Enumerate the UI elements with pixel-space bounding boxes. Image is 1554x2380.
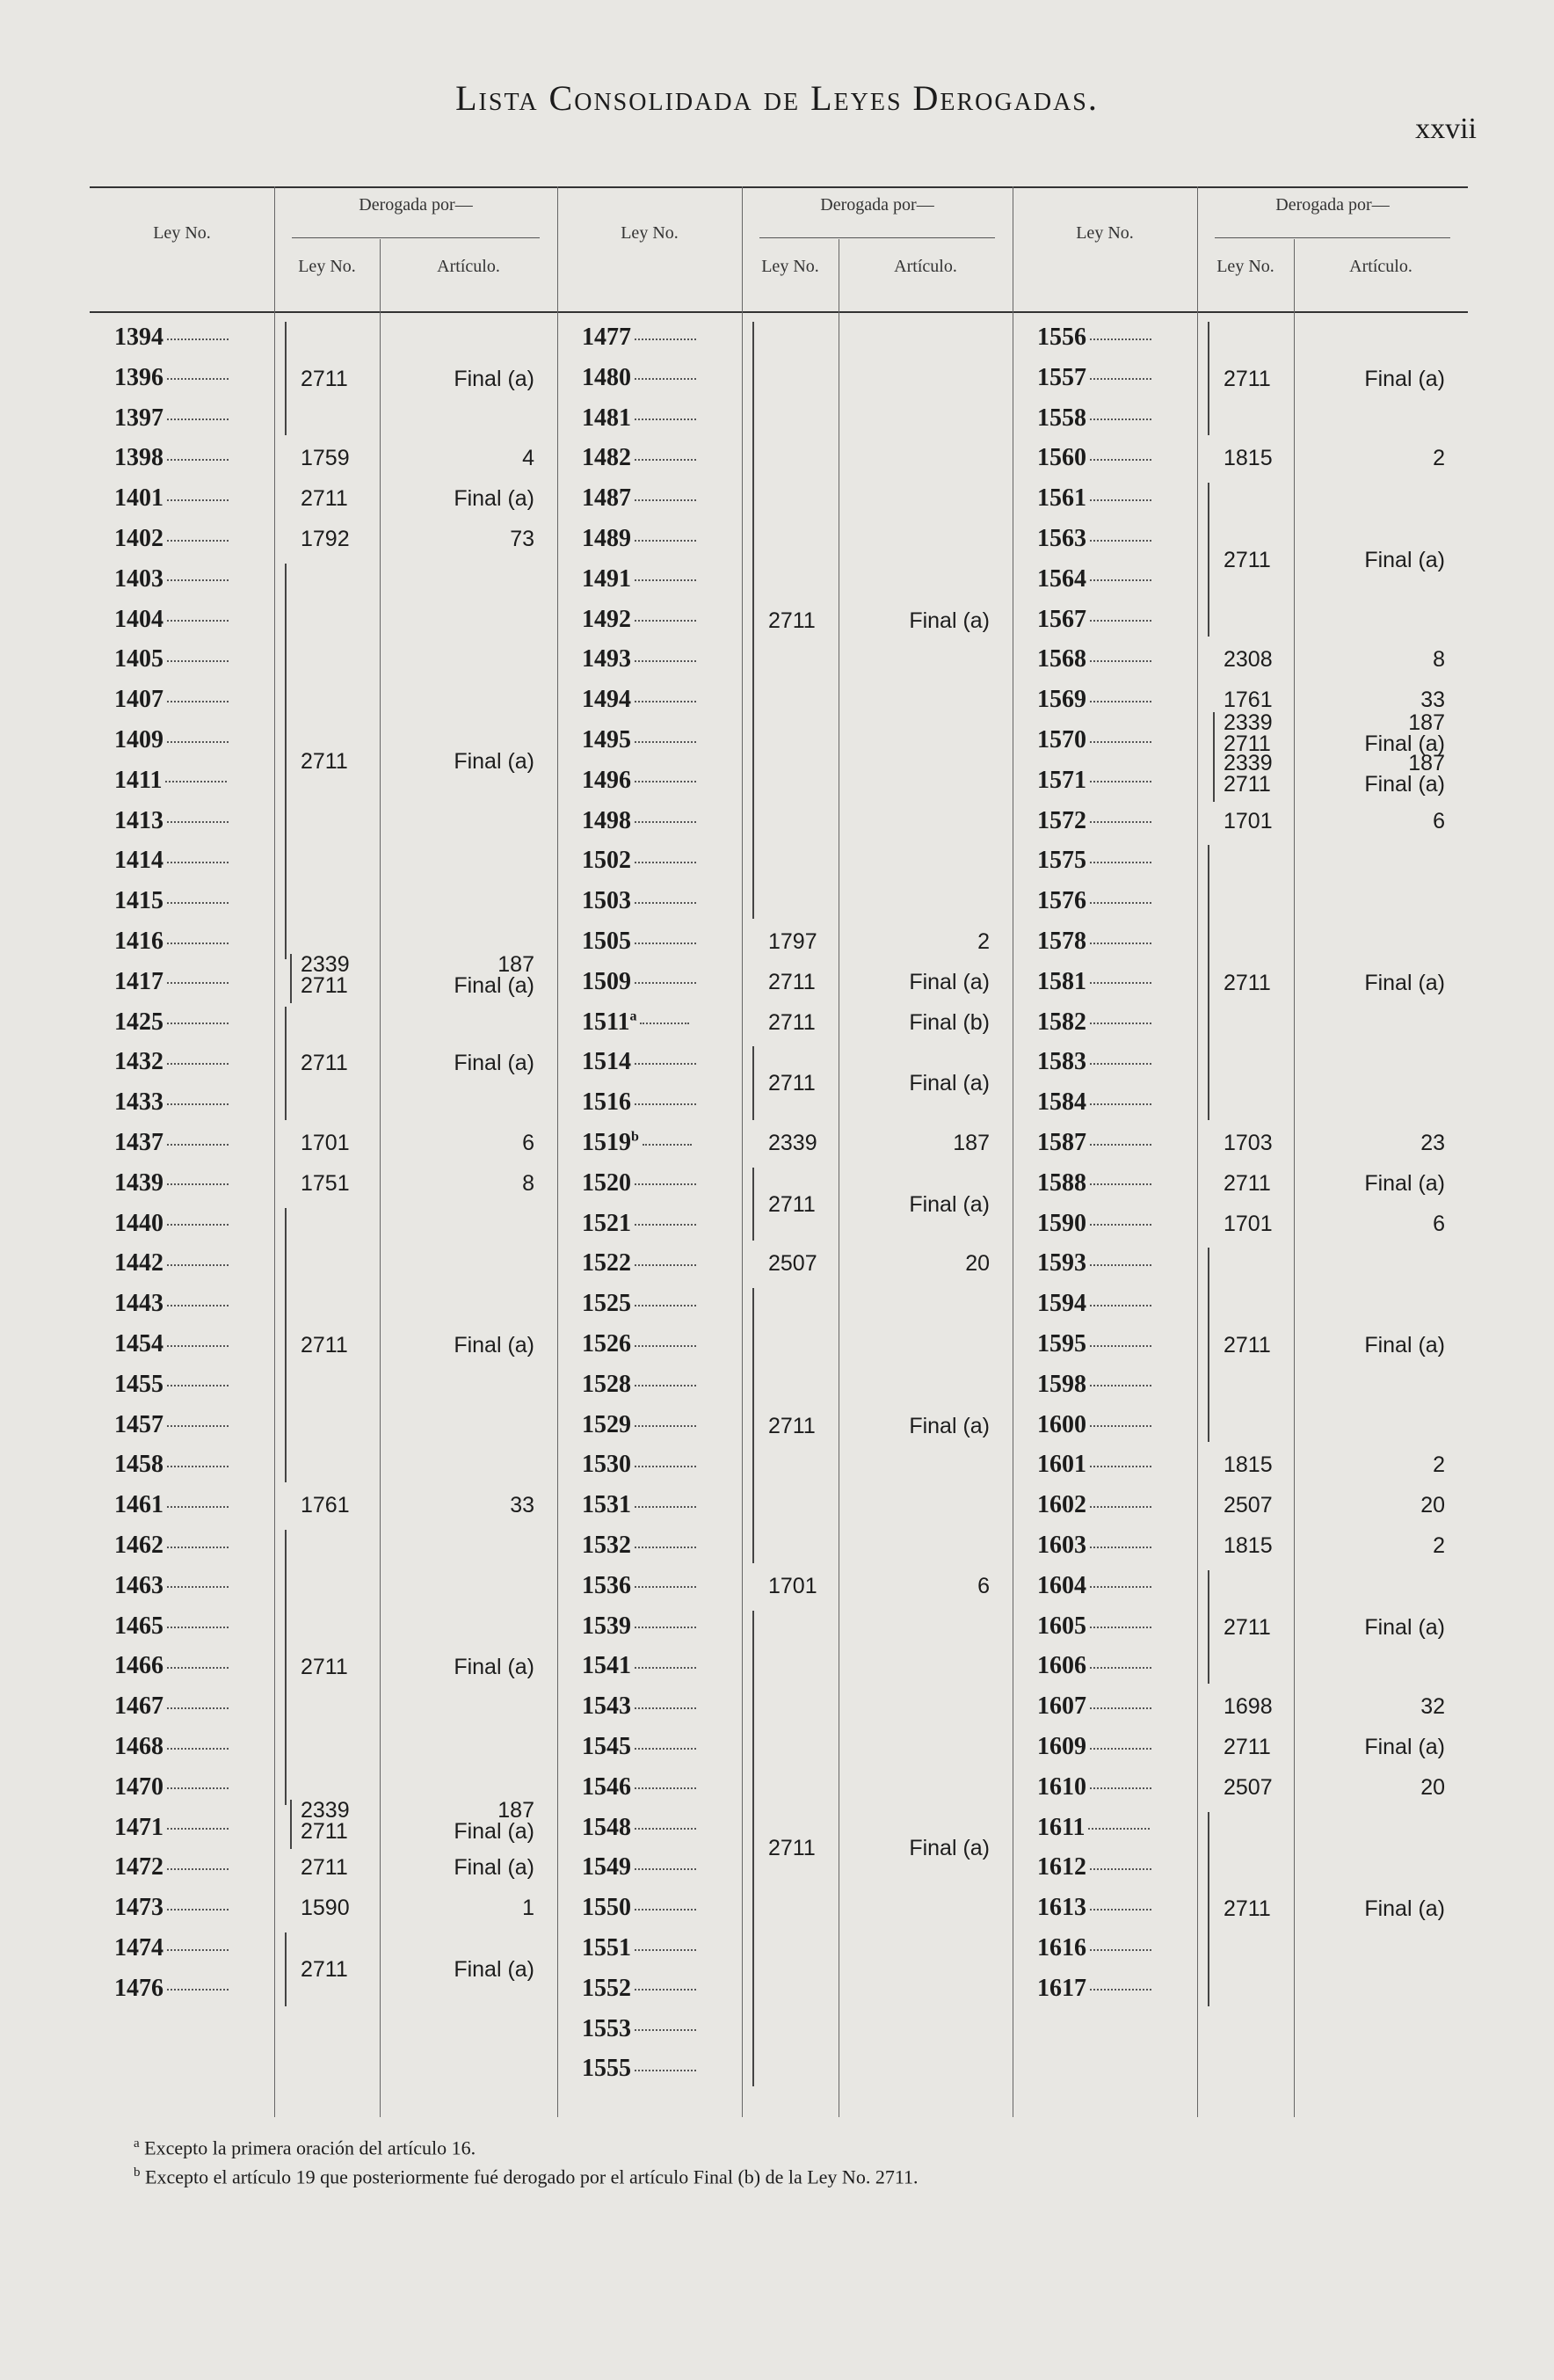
ley-number: 1487: [582, 484, 696, 513]
ley-number: 1543: [582, 1692, 696, 1721]
derogating-law: 2711: [301, 1818, 348, 1844]
derogating-law: 1703: [1224, 1131, 1273, 1155]
derogating-article: 6: [977, 1573, 990, 1598]
derogating-law: 1761: [301, 1493, 350, 1518]
ley-number: 1549: [582, 1853, 696, 1881]
ley-number: 1539: [582, 1612, 696, 1641]
derogating-law: 2711: [768, 1071, 816, 1096]
footnotes: [134, 2131, 919, 2190]
ley-number: 1505: [582, 928, 696, 956]
derogating-law: 1698: [1224, 1694, 1273, 1720]
ley-number: 1526: [582, 1330, 696, 1358]
ley-number: 1545: [582, 1733, 696, 1761]
ley-number: 1581: [1037, 968, 1151, 996]
brace: [285, 1208, 295, 1483]
table-header: [90, 186, 557, 313]
ley-number: 1601: [1037, 1451, 1151, 1479]
ley-number: 1493: [582, 645, 696, 673]
derogating-article: Final (a): [1364, 771, 1445, 797]
derogating-article: Final (a): [454, 1956, 534, 1982]
ley-number: 1519$^b$: [582, 1129, 692, 1157]
derogating-article: Final (a): [1364, 731, 1445, 756]
ley-number: 1457: [114, 1411, 229, 1439]
ley-number: 1595: [1037, 1330, 1151, 1358]
header-ley: Ley No.: [621, 223, 679, 243]
ley-number: 1567: [1037, 606, 1151, 634]
ley-number: 1564: [1037, 565, 1151, 593]
brace: [1208, 322, 1218, 435]
derogating-article: 187: [953, 1131, 990, 1155]
header-derogada-por: Derogada por—: [820, 195, 934, 215]
ley-number: 1414: [114, 847, 229, 875]
derogating-law: 2339: [301, 1797, 350, 1823]
brace: [285, 1007, 295, 1120]
derogating-article: 2: [1433, 1533, 1445, 1558]
table-header: [557, 186, 1013, 313]
ley-number: 1502: [582, 847, 696, 875]
derogating-law: 2507: [1224, 1774, 1273, 1800]
derogating-article: 187: [1408, 750, 1445, 775]
ley-number: 1584: [1037, 1088, 1151, 1117]
ley-number: 1557: [1037, 364, 1151, 392]
ley-number: 1598: [1037, 1371, 1151, 1399]
ley-number: 1498: [582, 807, 696, 835]
table-block-2: [557, 186, 1013, 2117]
ley-number: 1522: [582, 1249, 696, 1277]
brace: [752, 1168, 763, 1241]
ley-number: 1403: [114, 565, 229, 593]
ley-number: 1548: [582, 1814, 696, 1842]
derogating-law: 2711: [768, 1413, 816, 1438]
column-rule: [1197, 186, 1198, 2117]
ley-number: 1472: [114, 1853, 229, 1881]
brace: [1208, 1812, 1218, 2006]
brace: [1208, 1570, 1218, 1684]
ley-number: 1465: [114, 1612, 229, 1641]
ley-number: 1609: [1037, 1733, 1151, 1761]
ley-number: 1409: [114, 726, 229, 754]
ley-number: 1455: [114, 1371, 229, 1399]
ley-number: 1582: [1037, 1008, 1151, 1037]
brace: [285, 322, 295, 435]
brace: [1213, 753, 1224, 802]
ley-number: 1461: [114, 1491, 229, 1519]
header-sub-articulo: Artículo.: [437, 257, 500, 276]
ley-number: 1561: [1037, 484, 1151, 513]
derogating-law: 2711: [301, 748, 348, 774]
ley-number: 1396: [114, 364, 229, 392]
header-rule: [759, 237, 995, 238]
header-sub-articulo: Artículo.: [1349, 257, 1412, 276]
derogating-law: 2711: [301, 1332, 348, 1357]
brace: [752, 1288, 763, 1563]
table-header: [1013, 186, 1468, 313]
ley-number: 1572: [1037, 807, 1151, 835]
ley-number: 1594: [1037, 1290, 1151, 1318]
derogating-law: 2339: [768, 1131, 817, 1155]
derogating-law: 1815: [1224, 1533, 1273, 1558]
ley-number: 1560: [1037, 444, 1151, 472]
ley-number: 1404: [114, 606, 229, 634]
ley-number: 1433: [114, 1088, 229, 1117]
derogating-law: 2711: [301, 972, 348, 998]
derogating-law: 2711: [1224, 970, 1271, 995]
ley-number: 1492: [582, 606, 696, 634]
ley-number: 1530: [582, 1451, 696, 1479]
derogating-article: Final (a): [454, 1332, 534, 1357]
derogating-article: 2: [977, 929, 990, 954]
derogating-law: 2711: [768, 1191, 816, 1217]
derogating-article: Final (a): [909, 1071, 990, 1096]
ley-number: 1417: [114, 968, 229, 996]
ley-number: 1398: [114, 444, 229, 472]
ley-number: 1546: [582, 1773, 696, 1801]
ley-number: 1532: [582, 1532, 696, 1560]
derogating-law: 2711: [1224, 1896, 1271, 1922]
ley-number: 1616: [1037, 1934, 1151, 1962]
derogating-law: 1797: [768, 929, 817, 954]
header-sub-ley: Ley No.: [1216, 257, 1274, 276]
column-rule: [274, 186, 275, 2117]
derogating-law: 2507: [1224, 1493, 1273, 1518]
derogating-article: 1: [522, 1896, 534, 1921]
ley-number: 1467: [114, 1692, 229, 1721]
ley-number: 1509: [582, 968, 696, 996]
derogating-article: Final (a): [1364, 1896, 1445, 1922]
derogating-article: 187: [1408, 710, 1445, 735]
column-rule: [742, 186, 743, 2117]
derogating-article: Final (a): [909, 1836, 990, 1861]
ley-number: 1401: [114, 484, 229, 513]
derogating-law: 2711: [1224, 771, 1271, 797]
derogating-law: 1590: [301, 1896, 350, 1921]
ley-number: 1604: [1037, 1572, 1151, 1600]
ley-number: 1588: [1037, 1169, 1151, 1197]
derogating-law: 2711: [1224, 731, 1271, 756]
derogating-article: Final (b): [909, 1009, 990, 1035]
ley-number: 1516: [582, 1088, 696, 1117]
derogating-article: 2: [1433, 446, 1445, 471]
header-derogada-por: Derogada por—: [1275, 195, 1390, 215]
ley-number: 1528: [582, 1371, 696, 1399]
ley-number: 1442: [114, 1249, 229, 1277]
ley-number: 1555: [582, 2055, 696, 2083]
derogating-article: Final (a): [454, 486, 534, 512]
header-rule: [1215, 237, 1450, 238]
ley-number: 1480: [582, 364, 696, 392]
ley-number: 1568: [1037, 645, 1151, 673]
derogating-article: 20: [1420, 1774, 1445, 1800]
derogating-article: Final (a): [1364, 1170, 1445, 1196]
ley-number: 1411: [114, 767, 227, 795]
derogating-law: 1701: [301, 1131, 350, 1155]
brace: [752, 1611, 763, 2087]
ley-number: 1503: [582, 887, 696, 915]
derogating-article: Final (a): [454, 748, 534, 774]
header-derogada-por: Derogada por—: [359, 195, 473, 215]
ley-number: 1520: [582, 1169, 696, 1197]
derogating-law: 2711: [768, 1836, 816, 1861]
derogating-article: Final (a): [454, 1655, 534, 1680]
derogating-law: 2711: [301, 1855, 348, 1881]
ley-number: 1600: [1037, 1411, 1151, 1439]
ley-number: 1476: [114, 1975, 229, 2003]
ley-number: 1610: [1037, 1773, 1151, 1801]
ley-number: 1617: [1037, 1975, 1151, 2003]
ley-number: 1495: [582, 726, 696, 754]
ley-number: 1606: [1037, 1652, 1151, 1680]
brace: [1208, 1248, 1218, 1442]
brace: [290, 1800, 301, 1849]
ley-number: 1463: [114, 1572, 229, 1600]
ley-number: 1558: [1037, 404, 1151, 433]
ley-number: 1552: [582, 1975, 696, 2003]
derogating-article: 20: [1420, 1493, 1445, 1518]
ley-number: 1458: [114, 1451, 229, 1479]
derogating-article: 6: [522, 1131, 534, 1155]
repealed-laws-table: [90, 186, 1468, 2117]
column-rule: [380, 239, 381, 2117]
derogating-article: Final (a): [909, 1191, 990, 1217]
derogating-law: 1761: [1224, 688, 1273, 713]
ley-number: 1489: [582, 525, 696, 553]
derogating-law: 1701: [1224, 808, 1273, 833]
ley-number: 1575: [1037, 847, 1151, 875]
ley-number: 1462: [114, 1532, 229, 1560]
ley-number: 1440: [114, 1210, 229, 1238]
ley-number: 1432: [114, 1048, 229, 1076]
ley-number: 1470: [114, 1773, 229, 1801]
derogating-article: Final (a): [909, 608, 990, 633]
derogating-article: Final (a): [1364, 1735, 1445, 1759]
derogating-article: 8: [522, 1170, 534, 1196]
brace: [1208, 845, 1218, 1120]
derogating-article: Final (a): [1364, 547, 1445, 572]
derogating-article: 23: [1420, 1131, 1445, 1155]
ley-number: 1576: [1037, 887, 1151, 915]
ley-number: 1593: [1037, 1249, 1151, 1277]
ley-number: 1443: [114, 1290, 229, 1318]
ley-number: 1439: [114, 1169, 229, 1197]
ley-number: 1415: [114, 887, 229, 915]
ley-number: 1541: [582, 1652, 696, 1680]
derogating-article: Final (a): [1364, 1614, 1445, 1640]
derogating-article: 4: [522, 446, 534, 471]
derogating-law: 2339: [301, 951, 350, 977]
ley-number: 1607: [1037, 1692, 1151, 1721]
ley-number: 1407: [114, 686, 229, 714]
block-rule: [557, 186, 558, 2117]
ley-number: 1437: [114, 1129, 229, 1157]
derogating-law: 2711: [301, 486, 348, 512]
table-block-1: [90, 186, 557, 2117]
page-number: xxvii: [1415, 113, 1477, 145]
derogating-law: 2711: [1224, 1614, 1271, 1640]
brace: [285, 564, 295, 959]
derogating-article: Final (a): [1364, 366, 1445, 391]
derogating-article: Final (a): [909, 969, 990, 994]
ley-number: 1494: [582, 686, 696, 714]
derogating-article: 73: [510, 527, 534, 551]
header-rule: [292, 237, 540, 238]
brace: [290, 954, 301, 1003]
ley-number: 1471: [114, 1814, 229, 1842]
ley-number: 1571: [1037, 767, 1151, 795]
derogating-law: 1701: [1224, 1211, 1273, 1236]
derogating-law: 1792: [301, 527, 350, 551]
derogating-law: 2339: [1224, 750, 1273, 775]
derogating-article: 20: [965, 1251, 990, 1277]
ley-number: 1468: [114, 1733, 229, 1761]
ley-number: 1413: [114, 807, 229, 835]
derogating-law: 1815: [1224, 446, 1273, 471]
brace: [285, 1932, 295, 2006]
ley-number: 1570: [1037, 726, 1151, 754]
header-sub-ley: Ley No.: [298, 257, 356, 276]
derogating-law: 2711: [301, 1051, 348, 1076]
ley-number: 1481: [582, 404, 696, 433]
derogating-law: 1815: [1224, 1452, 1273, 1478]
derogating-law: 2308: [1224, 647, 1273, 673]
ley-number: 1474: [114, 1934, 229, 1962]
derogating-article: Final (a): [454, 972, 534, 998]
brace: [285, 1530, 295, 1805]
ley-number: 1491: [582, 565, 696, 593]
derogating-law: 1759: [301, 446, 350, 471]
derogating-law: 2711: [768, 1009, 816, 1035]
ley-number: 1569: [1037, 686, 1151, 714]
ley-number: 1531: [582, 1491, 696, 1519]
ley-number: 1521: [582, 1210, 696, 1238]
ley-number: 1536: [582, 1572, 696, 1600]
derogating-article: 33: [510, 1493, 534, 1518]
ley-number: 1482: [582, 444, 696, 472]
derogating-article: 187: [497, 1797, 534, 1823]
ley-number: 1553: [582, 2015, 696, 2043]
footnote-a: $^a$ Excepto la primera oración del artículo 16.: [134, 2136, 476, 2159]
ley-number: 1587: [1037, 1129, 1151, 1157]
ley-number: 1613: [1037, 1894, 1151, 1922]
derogating-law: 2507: [768, 1251, 817, 1277]
derogating-law: 2339: [1224, 710, 1273, 735]
ley-number: 1514: [582, 1048, 696, 1076]
ley-number: 1603: [1037, 1532, 1151, 1560]
ley-number: 1477: [582, 324, 696, 352]
ley-number: 1473: [114, 1894, 229, 1922]
derogating-article: Final (a): [454, 1051, 534, 1076]
derogating-article: 32: [1420, 1694, 1445, 1720]
ley-number: 1611: [1037, 1814, 1150, 1842]
derogating-law: 2711: [768, 969, 816, 994]
header-ley: Ley No.: [1076, 223, 1134, 243]
ley-number: 1425: [114, 1008, 229, 1037]
derogating-law: 2711: [768, 608, 816, 633]
ley-number: 1525: [582, 1290, 696, 1318]
ley-number: 1590: [1037, 1210, 1151, 1238]
derogating-article: 187: [497, 951, 534, 977]
derogating-law: 2711: [1224, 1735, 1271, 1759]
derogating-article: Final (a): [454, 1855, 534, 1881]
derogating-article: Final (a): [454, 1818, 534, 1844]
page-title: Lista Consolidada de Leyes Derogadas.: [455, 78, 1099, 118]
ley-number: 1454: [114, 1330, 229, 1358]
ley-number: 1602: [1037, 1491, 1151, 1519]
derogating-law: 2711: [301, 366, 348, 391]
derogating-article: 8: [1433, 647, 1445, 673]
brace: [1208, 483, 1218, 637]
ley-number: 1394: [114, 324, 229, 352]
derogating-article: 6: [1433, 808, 1445, 833]
ley-number: 1583: [1037, 1048, 1151, 1076]
ley-number: 1556: [1037, 324, 1151, 352]
derogating-law: 2711: [301, 1655, 348, 1680]
ley-number: 1496: [582, 767, 696, 795]
brace: [752, 322, 763, 919]
derogating-law: 1701: [768, 1573, 817, 1598]
header-ley: Ley No.: [153, 223, 211, 243]
derogating-law: 2711: [301, 1956, 348, 1982]
derogating-article: Final (a): [909, 1413, 990, 1438]
ley-number: 1466: [114, 1652, 229, 1680]
column-rule: [1294, 239, 1295, 2117]
ley-number: 1578: [1037, 928, 1151, 956]
ley-number: 1402: [114, 525, 229, 553]
derogating-article: Final (a): [1364, 970, 1445, 995]
ley-number: 1605: [1037, 1612, 1151, 1641]
ley-number: 1563: [1037, 525, 1151, 553]
header-sub-ley: Ley No.: [761, 257, 819, 276]
ley-number: 1551: [582, 1934, 696, 1962]
derogating-law: 1751: [301, 1170, 350, 1196]
ley-number: 1529: [582, 1411, 696, 1439]
ley-number: 1550: [582, 1894, 696, 1922]
derogating-article: 6: [1433, 1211, 1445, 1236]
brace: [752, 1046, 763, 1120]
derogating-article: Final (a): [454, 366, 534, 391]
ley-number: 1511$^a$: [582, 1008, 689, 1037]
derogating-law: 2711: [1224, 366, 1271, 391]
table-block-3: [1013, 186, 1468, 2117]
ley-number: 1416: [114, 928, 229, 956]
header-sub-articulo: Artículo.: [894, 257, 957, 276]
derogating-law: 2711: [1224, 547, 1271, 572]
derogating-article: 2: [1433, 1452, 1445, 1478]
ley-number: 1612: [1037, 1853, 1151, 1881]
ley-number: 1405: [114, 645, 229, 673]
footnote-b: $^b$ Excepto el artículo 19 que posteriormente fué derogado por el artículo Final (b) de la Ley No. 2711.: [134, 2165, 919, 2188]
derogating-law: 2711: [1224, 1332, 1271, 1357]
derogating-article: Final (a): [1364, 1332, 1445, 1357]
derogating-article: 33: [1420, 688, 1445, 713]
ley-number: 1397: [114, 404, 229, 433]
derogating-law: 2711: [1224, 1170, 1271, 1196]
